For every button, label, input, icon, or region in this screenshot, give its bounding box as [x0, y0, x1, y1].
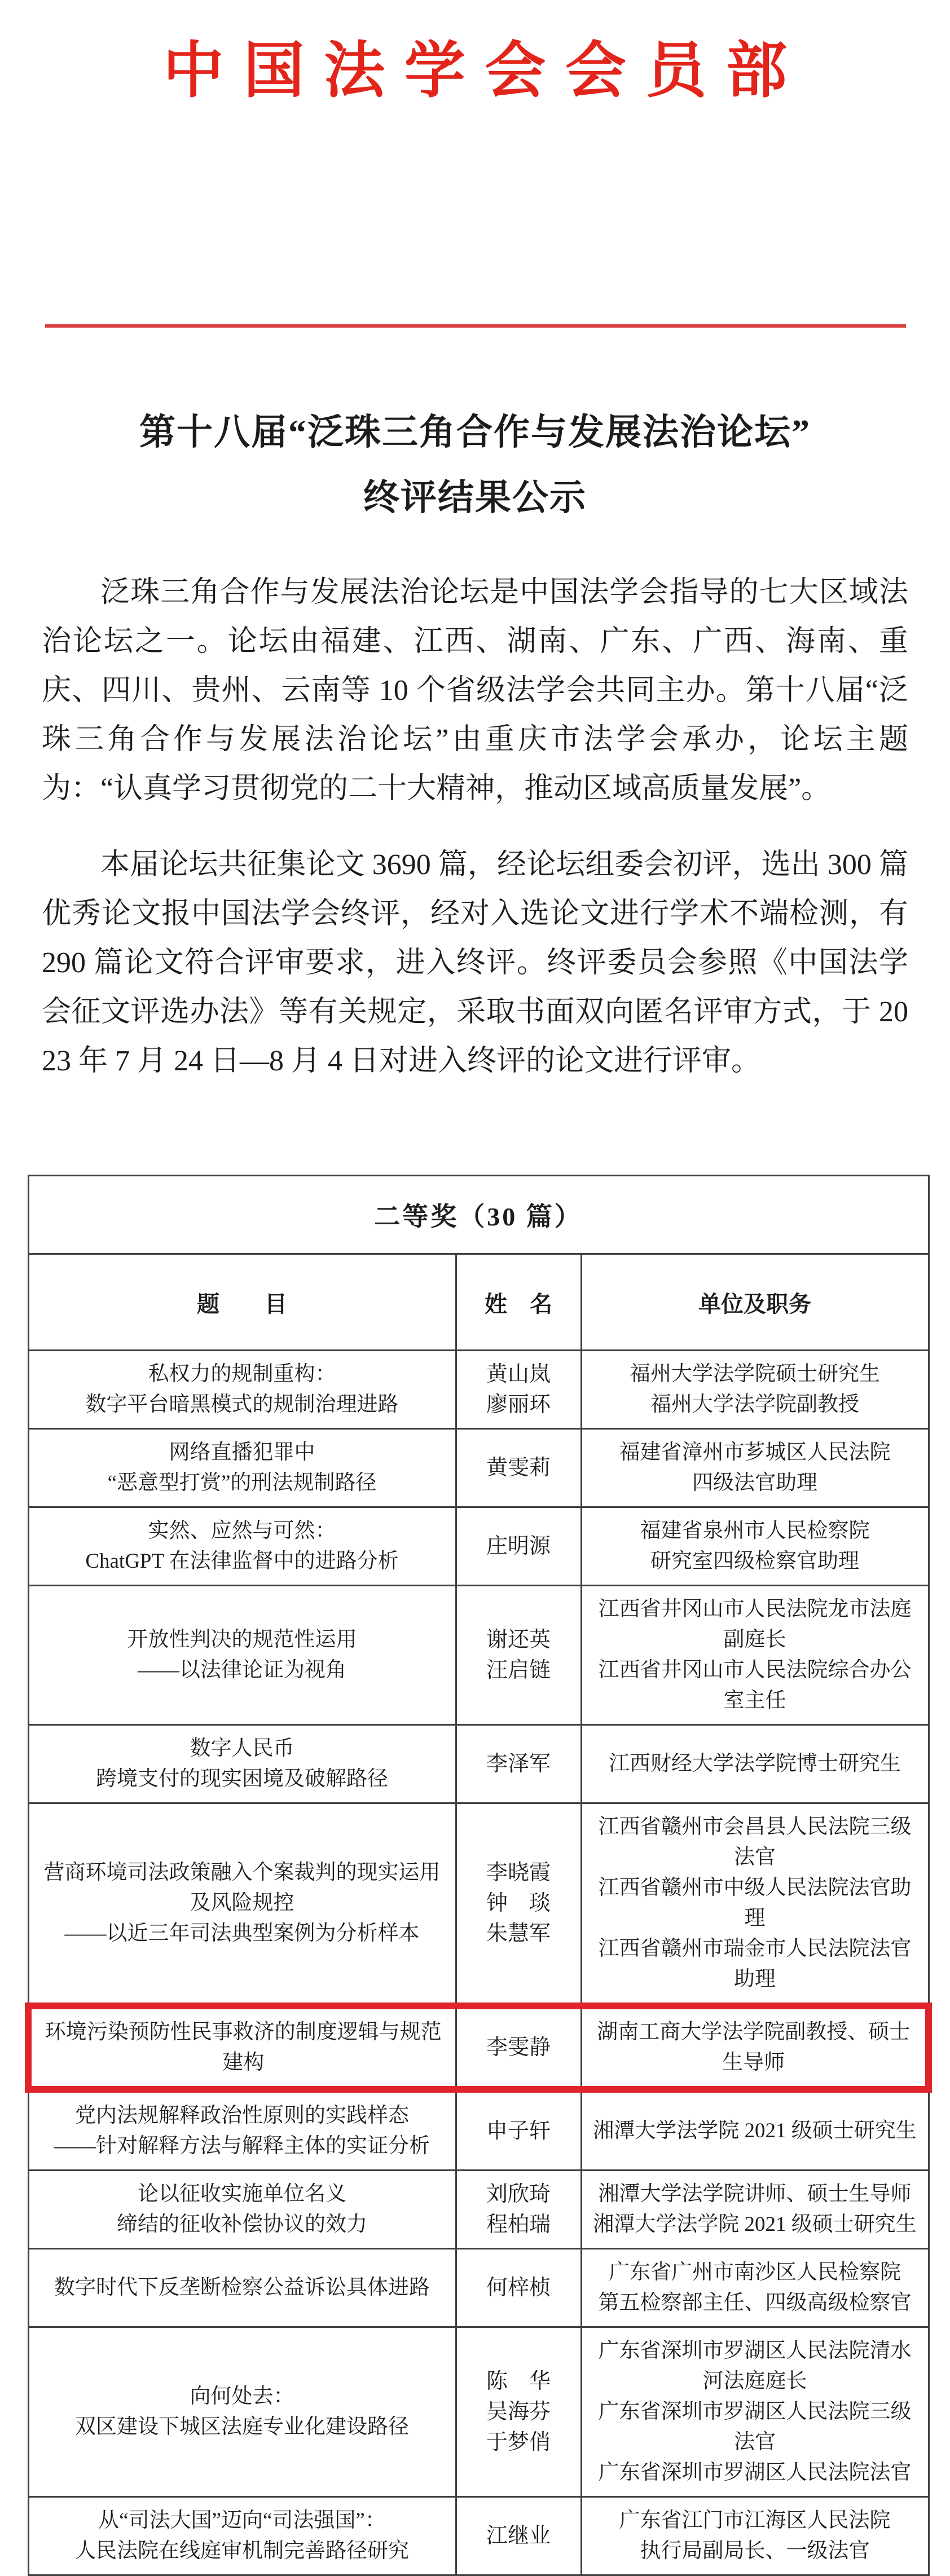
table-row [28, 1586, 929, 1725]
text-line: 环境污染预防性民事救济的制度逻辑与规范建构 [45, 2021, 442, 2074]
cell-title [28, 1507, 456, 1586]
text-line: 江西省井冈山市人民法院龙市法庭副庭长 [598, 1598, 912, 1651]
text-line: 湘潭大学法学院讲师、硕士生导师 [598, 2182, 912, 2206]
text-line: 缔结的征收补偿协议的效力 [117, 2213, 367, 2236]
cell-unit [581, 2249, 929, 2327]
table-row [28, 2171, 929, 2249]
text-line: 李晓霞 [486, 1861, 551, 1885]
text-line: 申子轩 [486, 2119, 551, 2143]
text-line: 湘潭大学法学院 2021 级硕士研究生 [593, 2213, 917, 2236]
cell-name [456, 1429, 581, 1507]
text-line: 汪启链 [486, 1658, 551, 1682]
text-line: 江继业 [486, 2524, 551, 2548]
text-line: 廖丽环 [486, 1393, 551, 1417]
intro-paragraph-2: 本届论坛共征集论文 3690 篇，经论坛组委会初评，选出 300 篇优秀论文报中国法学会终评，经对入选论文进行学术不端检测，有 290 篇论文符合评审要求，进入终评。终评委员会参照《中国法学会征文评选办法》等有关规定，采取书面双向匿名评审方式，于 2023 年 7 月 24 日—8 月 4 日对进入终评的论文进行评审。 [42, 849, 908, 1077]
cell-title [28, 2089, 456, 2171]
red-divider-line [45, 324, 906, 328]
award-band-title: 二等奖（30 篇） [28, 1176, 929, 1254]
text-line: 论以征收实施单位名义 [138, 2182, 346, 2206]
text-line: 福建省漳州市芗城区人民法院 [619, 1441, 891, 1464]
text-line: 钟 琰 [486, 1891, 551, 1915]
column-header-row [28, 1254, 929, 1351]
text-line: ——以法律论证为视角 [138, 1658, 346, 1682]
text-line: 江西省赣州市中级人民法院法官助理 [598, 1876, 912, 1930]
text-line: 湖南工商大学法学院副教授、硕士生导师 [597, 2021, 911, 2074]
cell-title [28, 2327, 456, 2497]
text-line: ——针对解释方法与解释主体的实证分析 [54, 2134, 430, 2158]
text-line: 朱慧军 [486, 1922, 551, 1946]
cell-unit [581, 2497, 929, 2575]
cell-name [456, 2327, 581, 2497]
cell-name [456, 2497, 581, 2575]
col-header-unit: 单位及职务 [581, 1254, 929, 1351]
text-line: 江西省赣州市会昌县人民法院三级法官 [598, 1815, 912, 1869]
cell-unit [581, 1507, 929, 1586]
table-row [28, 2089, 929, 2171]
table-row [28, 2497, 929, 2575]
cell-title [28, 1803, 456, 2006]
cell-unit [581, 2089, 929, 2171]
cell-title [28, 2171, 456, 2249]
text-line: 于梦俏 [486, 2431, 551, 2454]
text-line: 福建省泉州市人民检察院 [640, 1519, 870, 1542]
text-line: 实然、应然与可然： [148, 1519, 336, 1542]
text-line: 刘欣琦 [486, 2182, 551, 2206]
text-line: 网络直播犯罪中 [169, 1441, 315, 1464]
cell-title [28, 1586, 456, 1725]
text-line: 黄山岚 [486, 1362, 551, 1386]
text-line: 四级法官助理 [692, 1471, 817, 1494]
table-row [28, 1725, 929, 1803]
text-line: 陈 华 [486, 2370, 551, 2393]
text-line: 跨境支付的现实困境及破解路径 [96, 1767, 388, 1790]
cell-name [456, 2089, 581, 2171]
text-line: 执行局副局长、一级法官 [640, 2539, 870, 2562]
cell-unit [581, 1586, 929, 1725]
doc-title-line2: 终评结果公示 [363, 478, 587, 518]
text-line: 向何处去： [190, 2385, 294, 2408]
text-line: 福州大学法学院副教授 [650, 1393, 859, 1416]
doc-title [34, 400, 916, 531]
table-row [28, 1351, 929, 1429]
cell-title [28, 1351, 456, 1429]
text-line: 庄明源 [486, 1534, 551, 1558]
table-row [28, 1429, 929, 1507]
cell-title [28, 1725, 456, 1803]
text-line: 第五检察部主任、四级高级检察官 [598, 2291, 912, 2314]
award-table [25, 1175, 932, 2576]
cell-name [456, 1351, 581, 1429]
cell-name [456, 1507, 581, 1586]
text-line: 广东省江门市江海区人民法院 [619, 2509, 891, 2532]
award-table-body [28, 1351, 929, 2575]
cell-name [456, 2249, 581, 2327]
text-line: 数字平台暗黑模式的规制治理进路 [85, 1393, 399, 1416]
col-header-title: 题 目 [28, 1254, 456, 1351]
table-row [28, 1803, 929, 2006]
cell-unit [581, 2006, 929, 2089]
text-line: 湘潭大学法学院 2021 级硕士研究生 [593, 2119, 917, 2142]
text-line: 数字人民币 [190, 1737, 294, 1760]
text-line: 人民法院在线庭审机制完善路径研究 [75, 2539, 409, 2562]
text-line: 从“司法大国”迈向“司法强国”： [98, 2509, 386, 2532]
text-line: 江西省井冈山市人民法院综合办公室主任 [598, 1658, 912, 1712]
cell-name [456, 1725, 581, 1803]
text-line: 广东省广州市南沙区人民检察院 [609, 2261, 901, 2284]
cell-name [456, 1586, 581, 1725]
text-line: 研究室四级检察官助理 [650, 1550, 859, 1573]
table-row [28, 2006, 929, 2089]
cell-title [28, 2497, 456, 2575]
cell-unit [581, 1351, 929, 1429]
text-line: 营商环境司法政策融入个案裁判的现实运用及风险规控 [43, 1861, 441, 1915]
text-line: 吴海芬 [486, 2400, 551, 2424]
text-line: 李雯静 [486, 2036, 551, 2059]
cell-unit [581, 1429, 929, 1507]
text-line: 广东省深圳市罗湖区人民法院三级法官 [598, 2400, 912, 2454]
text-line: 谢还英 [486, 1628, 551, 1652]
text-line: 数字时代下反垄断检察公益诉讼具体进路 [54, 2276, 430, 2299]
text-line: “恶意型打赏”的刑法规制路径 [107, 1471, 377, 1494]
cell-name [456, 2006, 581, 2089]
cell-unit [581, 1803, 929, 2006]
text-line: 李泽军 [486, 1752, 551, 1776]
text-line: 私权力的规制重构： [148, 1362, 336, 1386]
text-line: 党内法规解释政治性原则的实践样态 [75, 2104, 409, 2127]
cell-unit [581, 2171, 929, 2249]
cell-title [28, 2249, 456, 2327]
cell-title [28, 1429, 456, 1507]
text-line: 程柏瑞 [486, 2213, 551, 2237]
text-line: 广东省深圳市罗湖区人民法院清水河法庭庭长 [598, 2339, 912, 2393]
doc-title-line1: 第十八届“泛珠三角合作与发展法治论坛” [139, 412, 811, 452]
text-line: 黄雯莉 [486, 1456, 551, 1480]
intro-paragraph-1: 泛珠三角合作与发展法治论坛是中国法学会指导的七大区域法治论坛之一。论坛由福建、江西、湖南、广东、广西、海南、重庆、四川、贵州、云南等 10 个省级法学会共同主办。第十八届“泛珠三角合作与发展法治论坛”由重庆市法学会承办，论坛主题为：“认真学习贯彻党的二十大精神，推动区域高质量发展”。 [42, 576, 908, 805]
text-line: ChatGPT 在法律监督中的进路分析 [85, 1550, 399, 1573]
cell-title [28, 2006, 456, 2089]
table-row [28, 2249, 929, 2327]
table-row [28, 2327, 929, 2497]
cell-unit [581, 1725, 929, 1803]
cell-name [456, 1803, 581, 2006]
text-line: 双区建设下城区法庭专业化建设路径 [75, 2415, 409, 2438]
text-line: 何梓桢 [486, 2276, 551, 2300]
text-line: 福州大学法学院硕士研究生 [630, 1362, 880, 1386]
cell-name [456, 2171, 581, 2249]
table-row [28, 1507, 929, 1586]
cell-unit [581, 2327, 929, 2497]
text-line: 广东省深圳市罗湖区人民法院法官 [598, 2461, 912, 2484]
text-line: 江西财经大学法学院博士研究生 [609, 1752, 901, 1775]
award-band-row [28, 1176, 929, 1254]
text-line: 开放性判决的规范性运用 [127, 1628, 357, 1651]
text-line: 江西省赣州市瑞金市人民法院法官助理 [598, 1937, 912, 1991]
text-line: ——以近三年司法典型案例为分析样本 [64, 1922, 420, 1945]
masthead-title: 中国法学会会员部 [163, 38, 807, 105]
col-header-name: 姓 名 [456, 1254, 581, 1351]
